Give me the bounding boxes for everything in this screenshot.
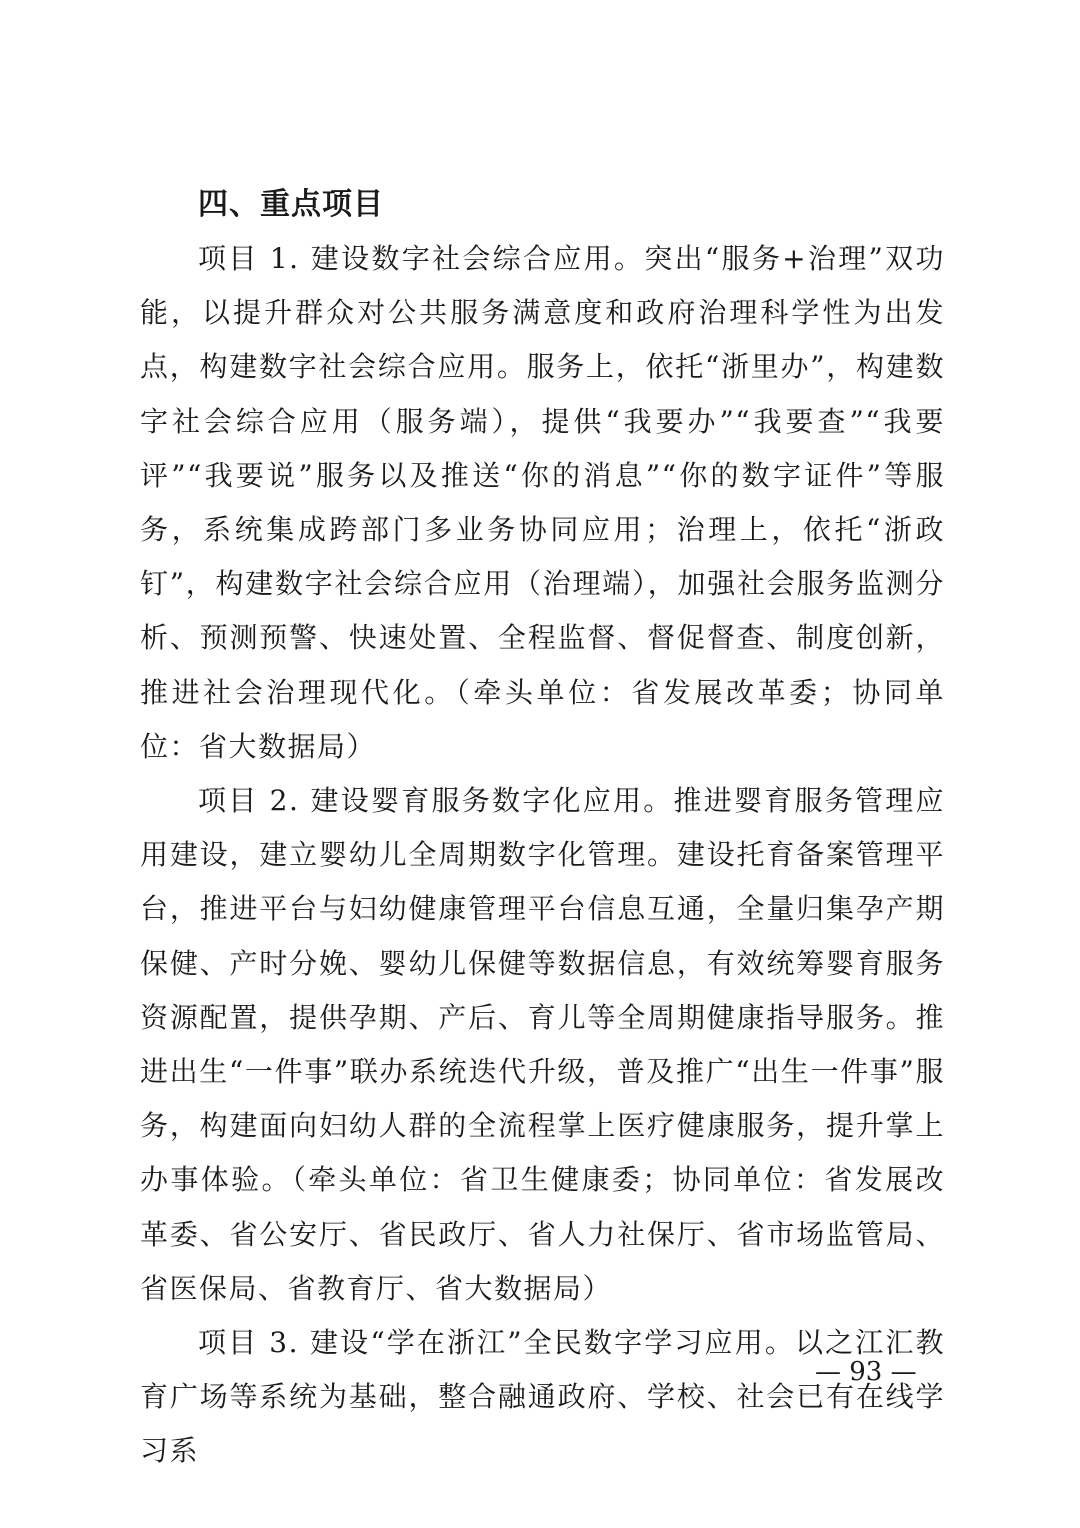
project-3-paragraph: 项目 3. 建设“学在浙江”全民数字学习应用。以之江汇教育广场等系统为基础，整合融通政府、学校、社会已有在线学习系 bbox=[140, 1326, 945, 1468]
section-heading: 四、重点项目 bbox=[198, 187, 384, 222]
project-1-paragraph: 项目 1. 建设数字社会综合应用。突出“服务+治理”双功能，以提升群众对公共服务满意度和政府治理科学性为出发点，构建数字社会综合应用。服务上，依托“浙里办”，构建数字社会综合应用（服务端），提供“我要办”“我要查”“我要评”“我要说”服务以及推送“你的消息”“你的数字证件”等服务，系统集成跨部门多业务协同应用；治理上，依托“浙政钉”，构建数字社会综合应用（治理端），加强社会服务监测分析、预测预警、快速处置、全程监督、督促督查、制度创新，推进社会治理现代化。（牵头单位：省发展改革委；协同单位：省大数据局） bbox=[140, 242, 945, 763]
project-2-paragraph: 项目 2. 建设婴育服务数字化应用。推进婴育服务管理应用建设，建立婴幼儿全周期数字化管理。建设托育备案管理平台，推进平台与妇幼健康管理平台信息互通，全量归集孕产期保健、产时分娩、婴幼儿保健等数据信息，有效统筹婴育服务资源配置，提供孕期、产后、育儿等全周期健康指导服务。推进出生“一件事”联办系统迭代升级，普及推广“出生一件事”服务，构建面向妇幼人群的全流程掌上医疗健康服务，提升掌上办事体验。（牵头单位：省卫生健康委；协同单位：省发展改革委、省公安厅、省民政厅、省人力社保厅、省市场监管局、省医保局、省教育厅、省大数据局） bbox=[140, 784, 945, 1305]
page-content bbox=[140, 178, 945, 1479]
page-number: — 93 — bbox=[815, 1357, 917, 1387]
